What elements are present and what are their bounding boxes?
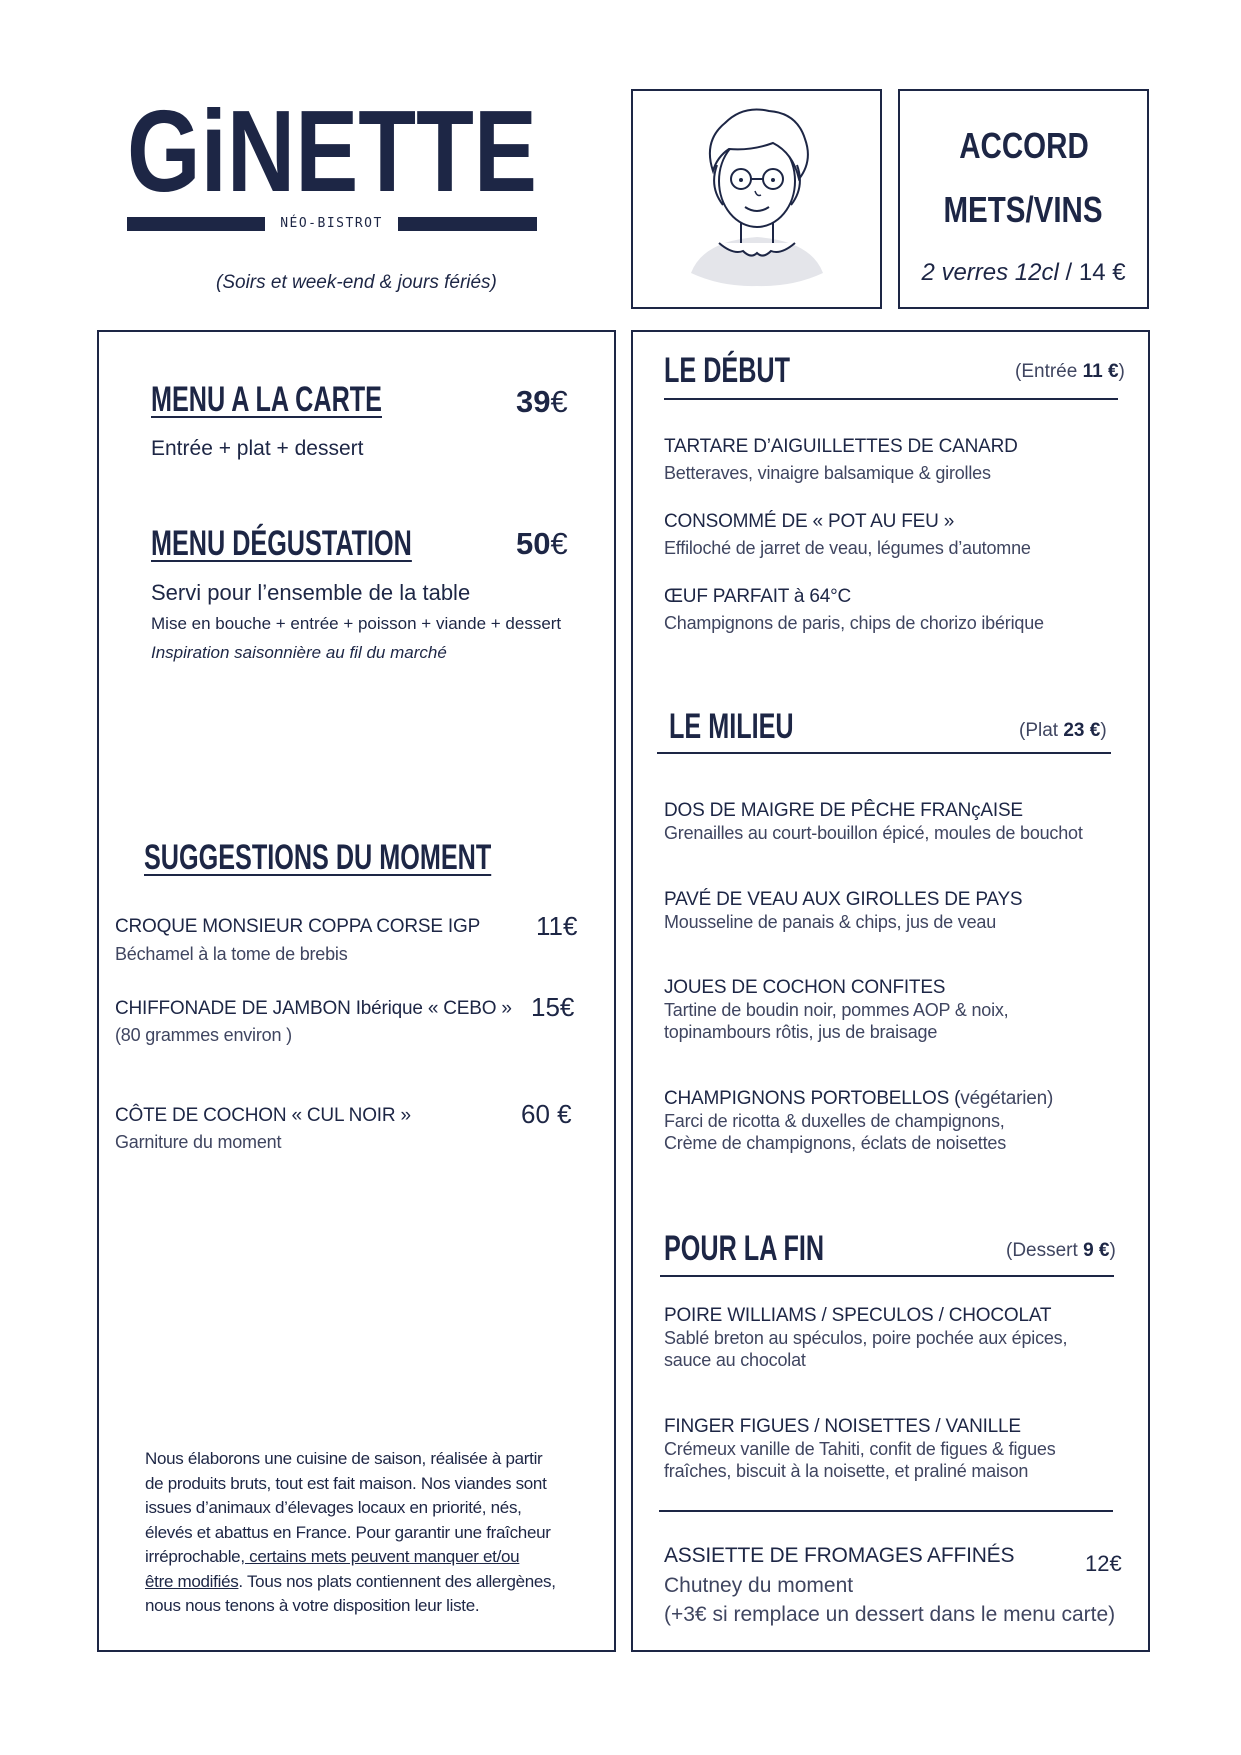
note-line: . Tous nos plats contiennent des allergènes,: [238, 1571, 556, 1591]
dish-desc: Sablé breton au spéculos, poire pochée aux épices,: [664, 1328, 1068, 1348]
dish-desc: Effiloché de jarret de veau, légumes d’automne: [664, 538, 1031, 558]
suggestion-name: CROQUE MONSIEUR COPPA CORSE IGP: [115, 916, 481, 937]
dish-name: ŒUF PARFAIT à 64°C: [664, 586, 852, 607]
menu-degustation-line1: Servi pour l’ensemble de la table: [151, 580, 471, 605]
dish-desc: Tartine de boudin noir, pommes AOP & noix,: [664, 1000, 1009, 1020]
section-debut-title: LE DÉBUT: [664, 351, 790, 390]
dish-name: CONSOMMÉ DE « POT AU FEU »: [664, 511, 955, 532]
section-milieu-price: (Plat 23 €): [1019, 720, 1107, 741]
suggestion-desc: (80 grammes environ ): [115, 1025, 292, 1045]
menu-carte-currency: €: [550, 384, 568, 419]
grandmother-portrait-icon: [633, 91, 880, 307]
dish-desc: Champignons de paris, chips de chorizo ibérique: [664, 613, 1044, 633]
dish-desc: Farci de ricotta & duxelles de champignons,: [664, 1111, 1005, 1131]
section-divider: [659, 1510, 1113, 1512]
menu-degustation-currency: €: [550, 526, 568, 561]
note-line: nous nous tenons à votre disposition leur liste.: [145, 1596, 480, 1615]
cheese-note: (+3€ si remplace un dessert dans le menu carte): [664, 1603, 1116, 1626]
cheese-price: 12€: [1085, 1551, 1122, 1576]
suggestion-desc: Garniture du moment: [115, 1132, 282, 1152]
pairing-price: 14 €: [1078, 259, 1126, 286]
dish-name: FINGER FIGUES / NOISETTES / VANILLE: [664, 1416, 1021, 1437]
logo-subtitle: NÉO-BISTROT: [280, 216, 383, 231]
dish-desc: Crémeux vanille de Tahiti, confit de figues & figues: [664, 1439, 1056, 1459]
cheese-desc: Chutney du moment: [664, 1574, 854, 1597]
menu-carte-price: 39: [516, 384, 551, 419]
menu-degustation-line2: Mise en bouche + entrée + poisson + viande + dessert: [151, 614, 562, 633]
note-line-underlined: être modifiés: [145, 1571, 239, 1591]
logo: [125, 88, 539, 238]
section-divider: [657, 752, 1111, 754]
dish-desc: Crème de champignons, éclats de noisettes: [664, 1133, 1006, 1153]
note-line: élevés et abattus en France. Pour garantir une fraîcheur: [145, 1522, 551, 1542]
dish-name: CHAMPIGNONS PORTOBELLOS (: [664, 1088, 961, 1109]
section-milieu-title: LE MILIEU: [669, 707, 794, 746]
suggestion-price: 60 €: [521, 1099, 572, 1129]
opening-hours: (Soirs et week-end & jours fériés): [216, 272, 497, 293]
section-divider: [660, 1275, 1114, 1277]
pairing-separator: /: [1058, 259, 1079, 286]
suggestions-title: SUGGESTIONS DU MOMENT: [144, 838, 492, 877]
dish-name: TARTARE D’AIGUILLETTES DE CANARD: [664, 436, 1018, 457]
pairing-title-line1: ACCORD: [958, 125, 1089, 166]
wine-pairing-box: [898, 89, 1149, 309]
note-line: Nous élaborons une cuisine de saison, réalisée à partir: [145, 1449, 543, 1468]
pairing-title-line2: METS/VINS: [943, 189, 1104, 230]
suggestion-name: CHIFFONADE DE JAMBON Ibérique « CEBO »: [115, 998, 512, 1019]
suggestion-price: 11€: [536, 911, 578, 941]
menu-carte-desc: Entrée + plat + dessert: [151, 437, 364, 460]
suggestion-desc: Béchamel à la tome de brebis: [115, 944, 348, 964]
pairing-glasses: 2 verres 12cl: [921, 259, 1059, 286]
menu-degustation-price: 50: [516, 526, 551, 561]
dish-name: DOS DE MAIGRE DE PÊCHE FRANçAISE: [664, 800, 1023, 821]
menu-degustation-title: MENU DÉGUSTATION: [151, 524, 412, 563]
section-fin-price: (Dessert 9 €): [1006, 1240, 1116, 1261]
section-divider: [664, 398, 1118, 400]
dish-desc: Betteraves, vinaigre balsamique & girolles: [664, 463, 991, 483]
note-line: irréprochable: [145, 1547, 241, 1566]
section-fin-title: POUR LA FIN: [664, 1229, 825, 1268]
dish-name: JOUES DE COCHON CONFITES: [664, 977, 946, 998]
suggestion-name: CÔTE DE COCHON « CUL NOIR »: [115, 1105, 411, 1126]
dish-tag: végétarien): [960, 1088, 1054, 1109]
suggestion-price: 15€: [531, 992, 575, 1022]
menu-degustation-line3: Inspiration saisonnière au fil du marché: [151, 643, 447, 662]
section-debut-price: (Entrée 11 €): [1015, 361, 1125, 382]
logo-wordmark: GiNETTE: [127, 86, 537, 216]
note-line: issues d’animaux d’élevages locaux en priorité, nés,: [145, 1498, 522, 1517]
dish-desc: Grenailles au court-bouillon épicé, moules de bouchot: [664, 823, 1083, 843]
cheese-name: ASSIETTE DE FROMAGES AFFINÉS: [664, 1544, 1015, 1567]
note-line: de produits bruts, tout est fait maison. Nos viandes sont: [145, 1473, 547, 1493]
dish-name: PAVÉ DE VEAU AUX GIROLLES DE PAYS: [664, 889, 1023, 910]
dish-desc: sauce au chocolat: [664, 1350, 806, 1370]
house-note: [145, 1447, 557, 1619]
dish-desc: Mousseline de panais & chips, jus de veau: [664, 912, 997, 932]
note-line-underlined: , certains mets peuvent manquer et/ou: [240, 1547, 520, 1566]
menu-carte-title: MENU A LA CARTE: [151, 380, 382, 419]
dish-name: POIRE WILLIAMS / SPECULOS / CHOCOLAT: [664, 1305, 1052, 1326]
dish-desc: topinambours rôtis, jus de braisage: [664, 1022, 938, 1042]
dish-desc: fraîches, biscuit à la noisette, et praliné maison: [664, 1461, 1029, 1481]
portrait-box: [631, 89, 882, 309]
